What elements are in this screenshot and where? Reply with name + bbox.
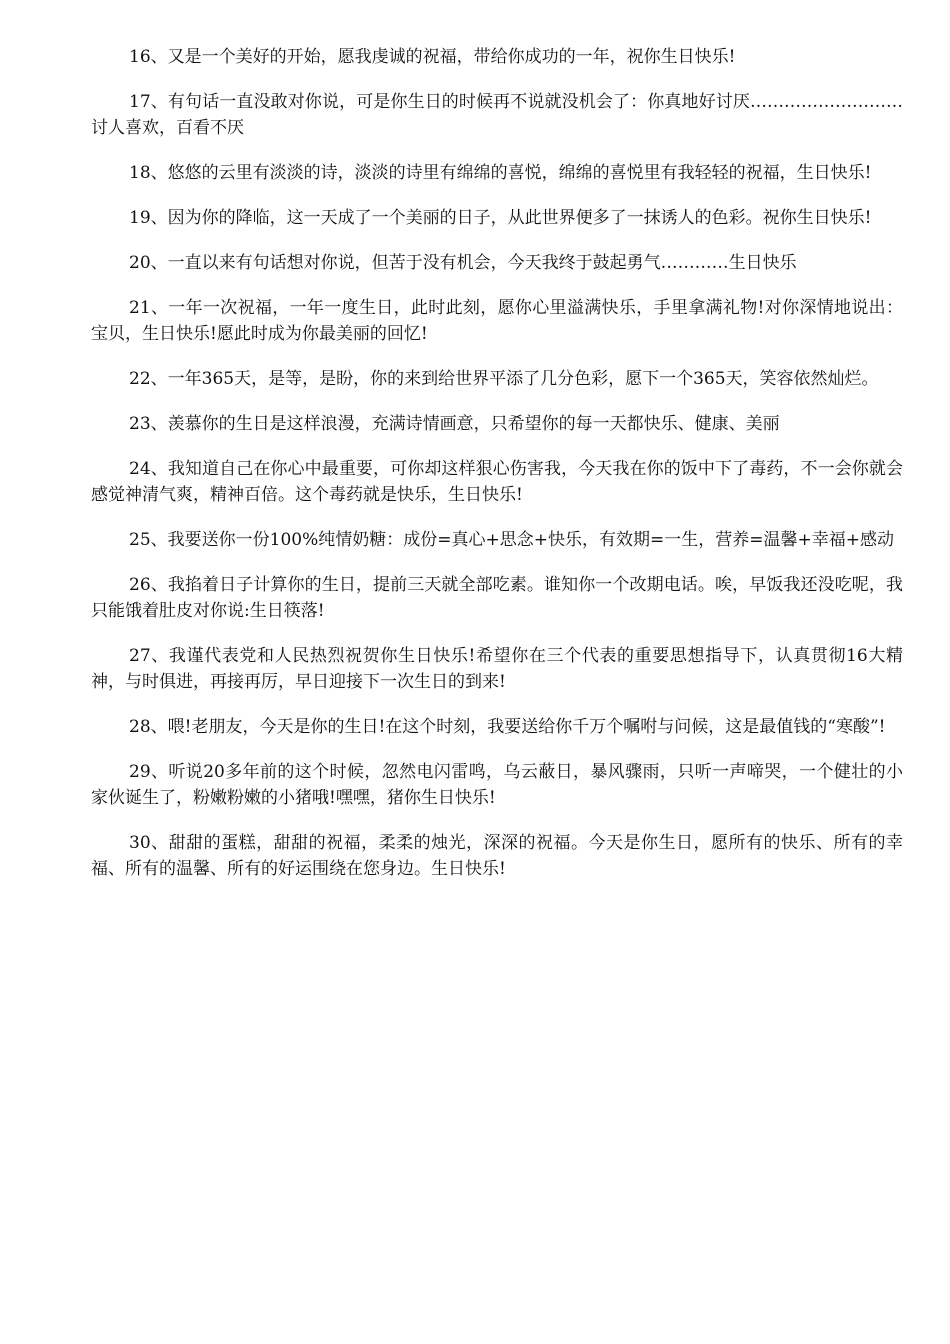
paragraph-19: 19、因为你的降临，这一天成了一个美丽的日子，从此世界便多了一抹诱人的色彩。祝你生日快乐!: [129, 208, 872, 228]
paragraph-16: 16、又是一个美好的开始，愿我虔诚的祝福，带给你成功的一年，祝你生日快乐!: [129, 47, 736, 67]
paragraph-18: 18、悠悠的云里有淡淡的诗，淡淡的诗里有绵绵的喜悦，绵绵的喜悦里有我轻轻的祝福，生日快乐!: [129, 163, 872, 183]
paragraph-29: 29、听说20多年前的这个时候，忽然电闪雷鸣，乌云蔽日，暴风骤雨，只听一声啼哭，一个健壮的小家伙诞生了，粉嫩粉嫩的小猪哦!嘿嘿，猪你生日快乐!: [91, 762, 903, 808]
paragraph-27: 27、我谨代表党和人民热烈祝贺你生日快乐!希望你在三个代表的重要思想指导下，认真贯彻16大精神，与时俱进，再接再厉，早日迎接下一次生日的到来!: [91, 646, 903, 692]
paragraph-21: 21、一年一次祝福，一年一度生日，此时此刻，愿你心里溢满快乐，手里拿满礼物!对你深情地说出：宝贝，生日快乐!愿此时成为你最美丽的回忆!: [91, 298, 903, 344]
paragraph-22: 22、一年365天，是等，是盼，你的来到给世界平添了几分色彩，愿下一个365天，笑容依然灿烂。: [129, 369, 879, 389]
paragraph-17: 17、有句话一直没敢对你说，可是你生日的时候再不说就没机会了：你真地好讨厌………………………讨人喜欢，百看不厌: [91, 92, 903, 138]
paragraph-24: 24、我知道自己在你心中最重要，可你却这样狠心伤害我，今天我在你的饭中下了毒药，不一会你就会感觉神清气爽，精神百倍。这个毒药就是快乐，生日快乐!: [91, 459, 903, 505]
paragraph-28: 28、喂!老朋友，今天是你的生日!在这个时刻，我要送给你千万个嘱咐与问候，这是最值钱的“寒酸”!: [129, 717, 886, 737]
paragraph-25: 25、我要送你一份100%纯情奶糖：成份=真心+思念+快乐，有效期=一生，营养=温馨+幸福+感动: [129, 530, 894, 550]
paragraph-23: 23、羡慕你的生日是这样浪漫，充满诗情画意，只希望你的每一天都快乐、健康、美丽: [129, 414, 780, 434]
paragraph-20: 20、一直以来有句话想对你说，但苦于没有机会，今天我终于鼓起勇气…………生日快乐: [129, 253, 797, 273]
paragraph-30: 30、甜甜的蛋糕，甜甜的祝福，柔柔的烛光，深深的祝福。今天是你生日，愿所有的快乐、所有的幸福、所有的温馨、所有的好运围绕在您身边。生日快乐!: [91, 833, 903, 879]
paragraph-26: 26、我掐着日子计算你的生日，提前三天就全部吃素。谁知你一个改期电话。唉，早饭我还没吃呢，我只能饿着肚皮对你说:生日筷落!: [91, 575, 903, 621]
document-body: [91, 44, 903, 901]
